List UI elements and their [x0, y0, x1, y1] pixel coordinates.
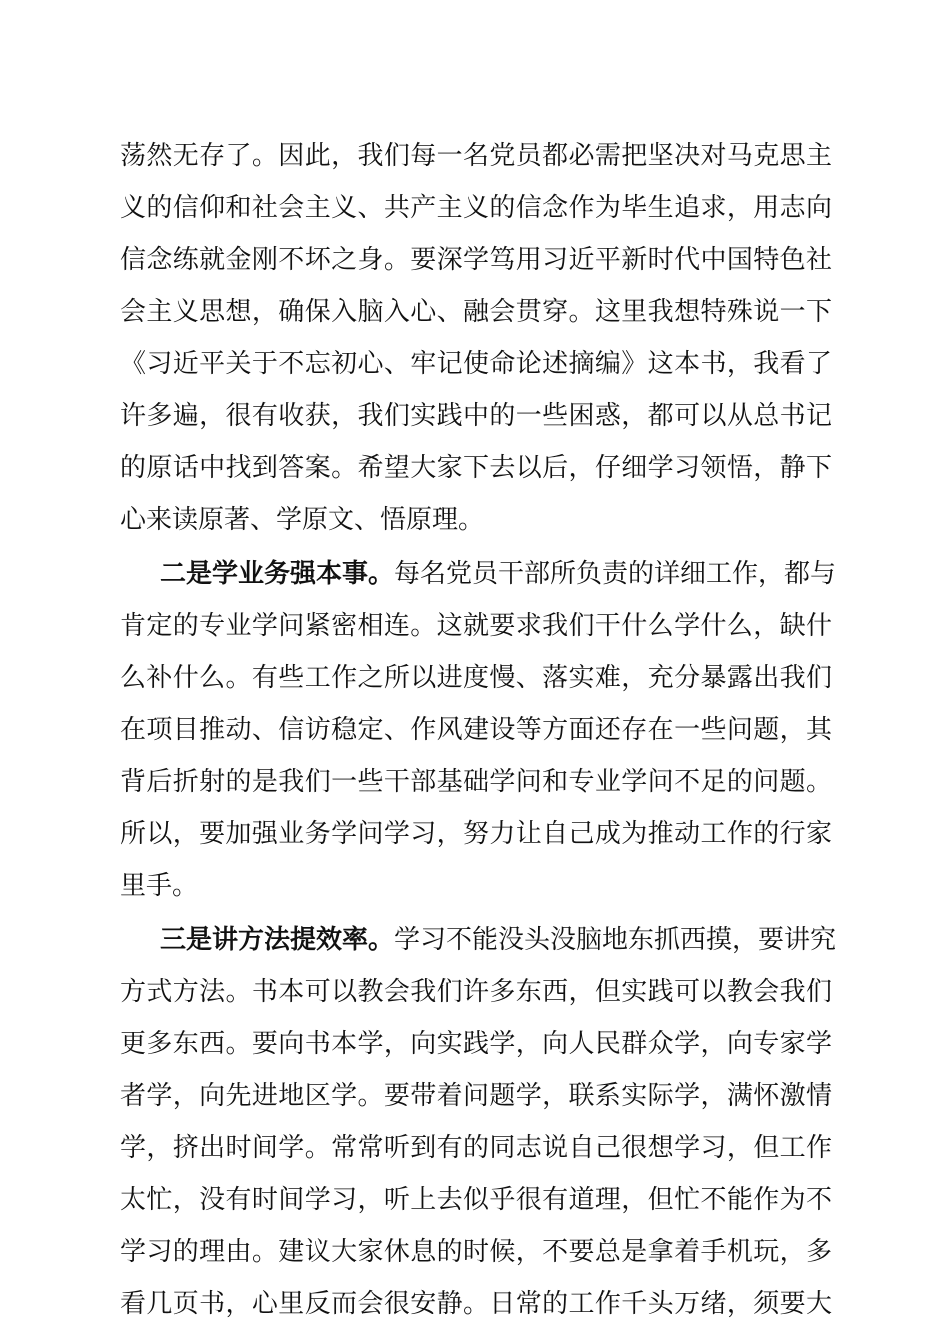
text-line: 荡然无存了。因此，我们每一名党员都必需把坚决对马克思主 — [120, 141, 832, 171]
text-line: 的原话中找到答案。希望大家下去以后，仔细学习领悟，静下 — [120, 453, 832, 483]
text-run: 学习不能没头没脑地东抓西摸，要讲究 — [394, 925, 837, 955]
text-line: 所以，要加强业务学问学习，努力让自己成为推动工作的行家 — [120, 819, 832, 849]
text-line: 肯定的专业学问紧密相连。这就要求我们干什么学什么，缺什 — [120, 611, 832, 641]
text-line: 学，挤出时间学。常常听到有的同志说自己很想学习，但工作 — [120, 1133, 832, 1163]
paragraph-first-line — [160, 920, 837, 960]
text-line: 会主义思想，确保入脑入心、融会贯穿。这里我想特殊说一下 — [120, 297, 832, 327]
paragraph-heading: 二是学业务强本事。 — [160, 559, 395, 589]
text-run: 每名党员干部所负责的详细工作，都与 — [394, 559, 837, 589]
text-line: 信念练就金刚不坏之身。要深学笃用习近平新时代中国特色社 — [120, 245, 832, 275]
text-line: 者学，向先进地区学。要带着问题学，联系实际学，满怀激情 — [120, 1081, 832, 1111]
text-line: 许多遍，很有收获，我们实践中的一些困惑，都可以从总书记 — [120, 401, 832, 431]
text-line: 义的信仰和社会主义、共产主义的信念作为毕生追求，用志向 — [120, 193, 832, 223]
paragraph-heading: 三是讲方法提效率。 — [160, 925, 395, 955]
text-line: 在项目推动、信访稳定、作风建设等方面还存在一些问题，其 — [120, 715, 832, 745]
text-line: 背后折射的是我们一些干部基础学问和专业学问不足的问题。 — [120, 767, 832, 797]
text-line: 里手。 — [120, 871, 199, 901]
text-line: 太忙，没有时间学习，听上去似乎很有道理，但忙不能作为不 — [120, 1185, 832, 1215]
text-line: 《习近平关于不忘初心、牢记使命论述摘编》这本书，我看了 — [120, 349, 832, 379]
paragraph-first-line — [160, 554, 837, 594]
text-line: 学习的理由。建议大家休息的时候，不要总是拿着手机玩，多 — [120, 1237, 832, 1267]
text-line: 么补什么。有些工作之所以进度慢、落实难，充分暴露出我们 — [120, 663, 832, 693]
text-line: 方式方法。书本可以教会我们许多东西，但实践可以教会我们 — [120, 977, 832, 1007]
text-line: 更多东西。要向书本学，向实践学，向人民群众学，向专家学 — [120, 1029, 832, 1059]
text-line: 心来读原著、学原文、悟原理。 — [120, 505, 485, 535]
text-line: 看几页书，心里反而会很安静。日常的工作千头万绪，须要大 — [120, 1289, 832, 1319]
